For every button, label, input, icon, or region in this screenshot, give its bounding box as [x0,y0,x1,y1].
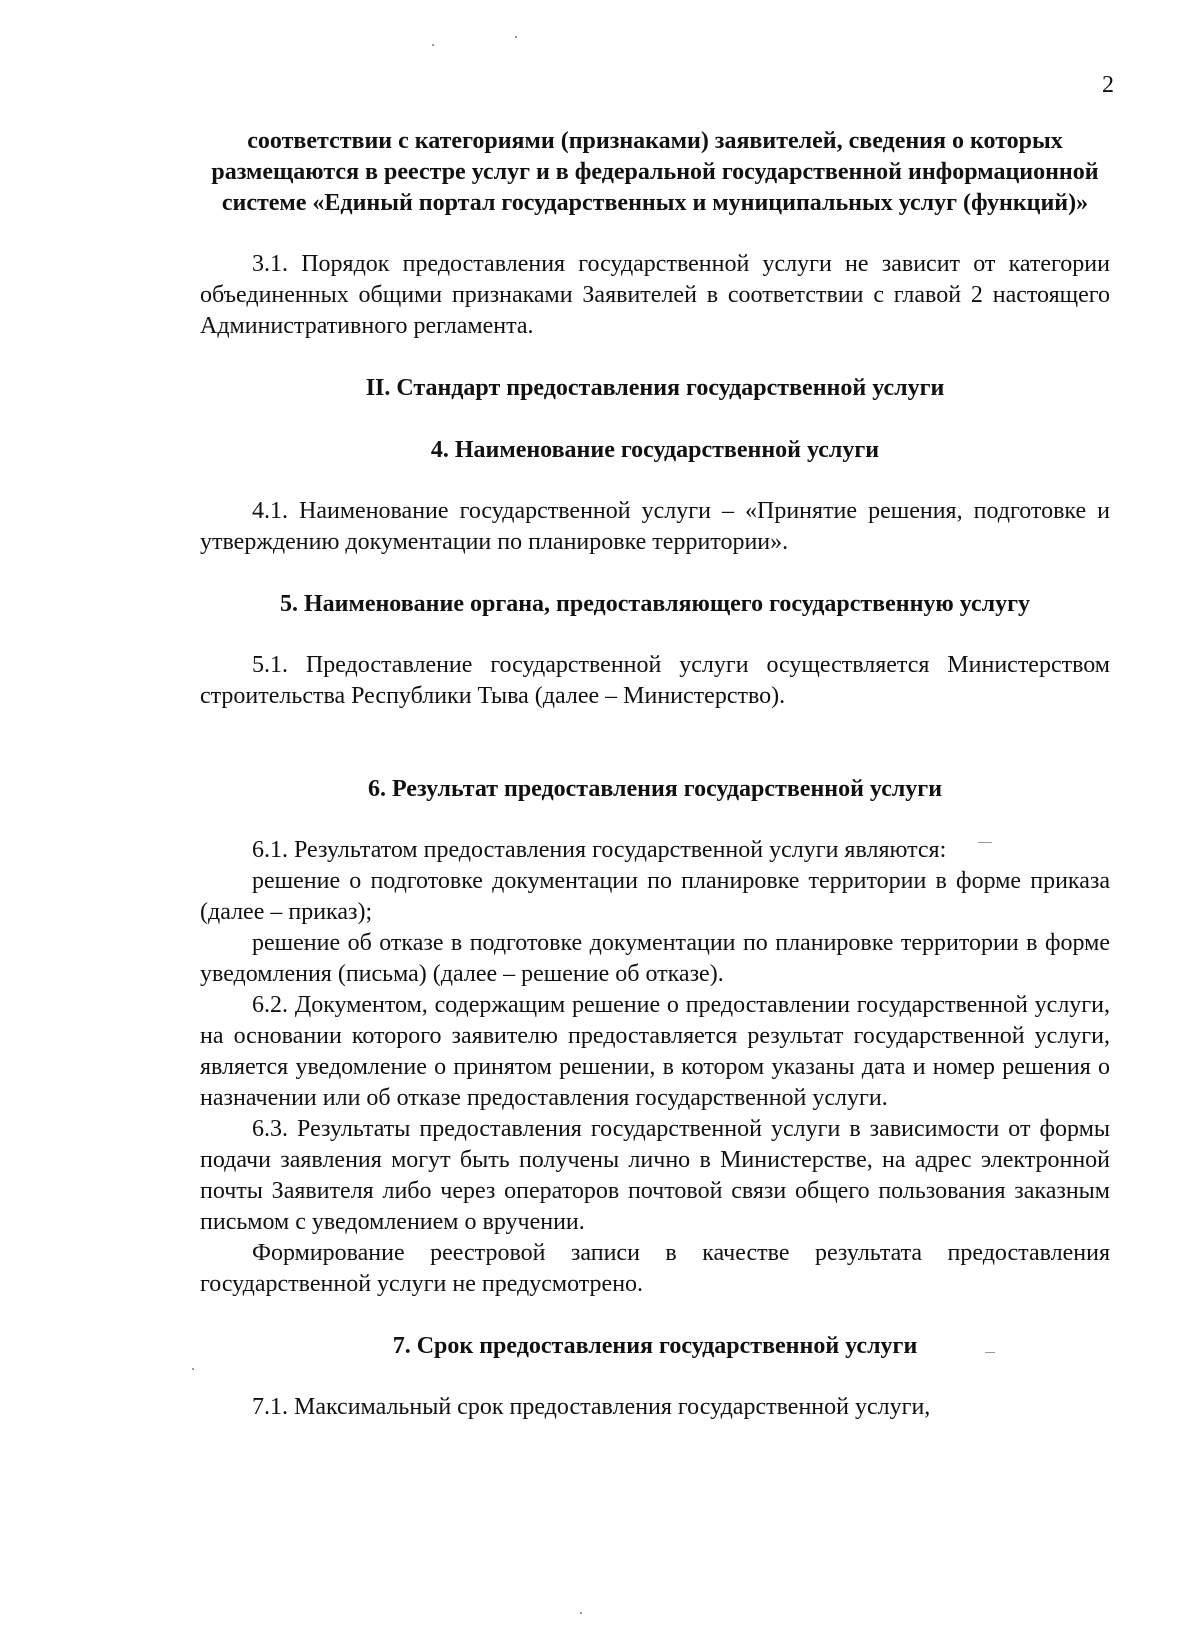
section-3-heading: соответствии с категориями (признаками) заявителей, сведения о которых размещаются в реестре услуг и в федеральной государственной информационной системе «Единый портал государственных и муниципальных услуг (функций)» [211,128,1099,216]
chapter-2-heading: II. Стандарт предоставления государственной услуги [365,375,945,401]
paragraph-6-4: Формирование реестровой записи в качестве результата предоставления государственной услуги не предусмотрено. [200,1240,1110,1297]
section-6-heading: 6. Результат предоставления государственной услуги [367,776,943,802]
paragraph-6-1-item-b: решение об отказе в подготовке документации по планировке территории в форме уведомления (письма) (далее – решение об отказе). [200,930,1110,987]
paragraph-4-1: 4.1. Наименование государственной услуги – «Принятие решения, подготовке и утверждению документации по планировке территории». [200,498,1110,555]
paragraph-6-2: 6.2. Документом, содержащим решение о предоставлении государственной услуги, на основании которого заявителю предоставляется результат государственной услуги, является уведомление о принятом решении, в котором указаны дата и номер решения о назначении или об отказе предоставления государственной услуги. [200,992,1110,1111]
paragraph-6-1-item-a: решение о подготовке документации по планировке территории в форме приказа (далее – приказ); [200,868,1110,925]
scan-speck [192,1368,194,1370]
section-4-heading: 4. Наименование государственной услуги [430,437,880,463]
page-number: 2 [1102,72,1114,98]
section-5-heading: 5. Наименование органа, предоставляющего государственную услугу [279,591,1031,617]
paragraph-6-1: 6.1. Результатом предоставления государственной услуги являются: [252,837,947,863]
paragraph-3-1: 3.1. Порядок предоставления государственной услуги не зависит от категории объединенных общими признаками Заявителей в соответствии с главой 2 настоящего Административного регламента. [200,251,1110,339]
scan-speck [580,1612,582,1614]
document-body [200,126,1110,1423]
paragraph-6-3: 6.3. Результаты предоставления государственной услуги в зависимости от формы подачи заявления могут быть получены лично в Министерстве, на адрес электронной почты Заявителя либо через операторов почтовой связи общего пользования заказным письмом с уведомлением о вручении. [200,1116,1110,1235]
section-7-heading: 7. Срок предоставления государственной услуги [392,1333,918,1359]
scan-speck [432,44,434,46]
paragraph-5-1: 5.1. Предоставление государственной услуги осуществляется Министерством строительства Республики Тыва (далее – Министерство). [200,652,1110,709]
paragraph-7-1: 7.1. Максимальный срок предоставления государственной услуги, [252,1394,931,1420]
scan-speck [515,36,517,38]
